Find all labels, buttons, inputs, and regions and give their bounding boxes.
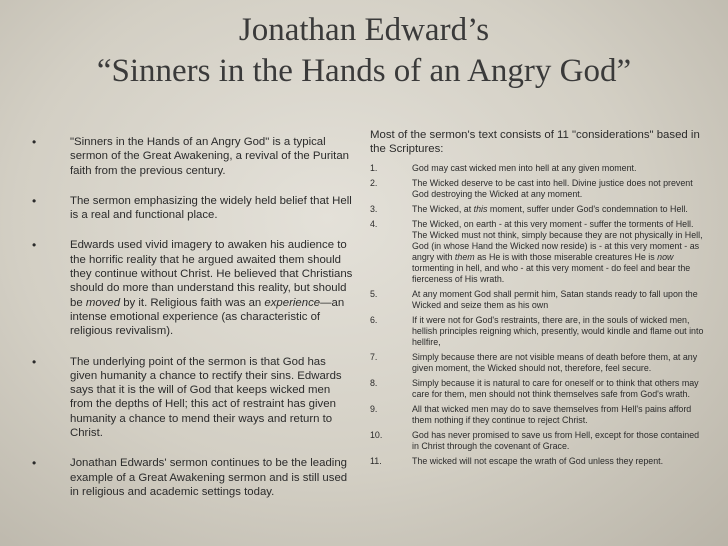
consideration-number: 4. bbox=[370, 218, 378, 229]
consideration-item bbox=[370, 378, 706, 400]
bullet-item bbox=[32, 456, 354, 499]
title-line-1: Jonathan Edward’s bbox=[238, 12, 490, 48]
considerations-panel bbox=[370, 128, 706, 471]
consideration-number: 1. bbox=[370, 162, 378, 173]
slide-title bbox=[0, 10, 728, 92]
bullet-marker: • bbox=[32, 238, 37, 253]
bullet-marker: • bbox=[32, 456, 37, 471]
considerations-list bbox=[370, 163, 706, 467]
consideration-text: Simply because it is natural to care for oneself or to think that others may care for them, men should not think themselves safe from God's wrath. bbox=[412, 377, 699, 399]
bullet-text: "Sinners in the Hands of an Angry God" is a typical sermon of the Great Awakening, a revival of the Puritan faith from the previous century. bbox=[70, 136, 350, 177]
consideration-number: 3. bbox=[370, 203, 378, 214]
bullet-text: Jonathan Edwards' sermon continues to be the leading example of a Great Awakening sermon and is still used in religious and academic settings today. bbox=[70, 457, 348, 498]
consideration-number: 11. bbox=[370, 455, 382, 466]
bullet-list bbox=[32, 135, 354, 515]
consideration-item bbox=[370, 163, 706, 174]
bullet-item bbox=[32, 135, 354, 178]
bullet-marker: • bbox=[32, 193, 37, 208]
consideration-number: 8. bbox=[370, 377, 378, 388]
consideration-text: God has never promised to save us from Hell, except for those contained in Christ through the covenant of Grace. bbox=[412, 429, 700, 451]
consideration-text: All that wicked men may do to save themselves from Hell's pains afford them nothing if they continue to reject Christ. bbox=[412, 403, 692, 425]
consideration-item bbox=[370, 315, 706, 348]
bullet-item bbox=[32, 355, 354, 441]
consideration-number: 2. bbox=[370, 177, 378, 188]
considerations-intro: Most of the sermon's text consists of 11 "considerations" based in the Scriptures: bbox=[370, 129, 700, 156]
bullet-text: Edwards used vivid imagery to awaken his audience to the horrific reality that he argued awaited them should they continue without Christ. He believed that Christians should do more than understand this reality, but should be moved by it. Religious faith was an experience—an intense emotional experience (as characteristic of religious revivalism). bbox=[70, 239, 353, 338]
consideration-item bbox=[370, 219, 706, 285]
consideration-item bbox=[370, 178, 706, 200]
bullet-item bbox=[32, 194, 354, 223]
consideration-text: The Wicked deserve to be cast into hell. Divine justice does not prevent God destroying the Wicked at any moment. bbox=[412, 177, 693, 199]
consideration-number: 5. bbox=[370, 288, 378, 299]
bullet-marker: • bbox=[32, 135, 37, 149]
bullet-text: The underlying point of the sermon is that God has given humanity a chance to rectify their sins. Edwards says that it is the will of God that keeps wicked men from the depths of Hell; this act of restraint has given humanity a chance to mend their ways and return to Christ. bbox=[70, 355, 342, 440]
consideration-number: 6. bbox=[370, 314, 378, 325]
consideration-text: The Wicked, on earth - at this very moment - suffer the torments of Hell. The Wicked must not think, simply because they are not physically in Hell, God (in whose Hand the Wicked now reside) is - at this very moment - as angry with them as He is with those miserable creatures He is now tormenting in hell, and who - at this very moment - do feel and bear the fierceness of His wrath. bbox=[412, 218, 703, 284]
consideration-item bbox=[370, 404, 706, 426]
bullet-text: The sermon emphasizing the widely held belief that Hell is a real and functional place. bbox=[70, 194, 352, 222]
consideration-number: 9. bbox=[370, 403, 378, 414]
consideration-item bbox=[370, 430, 706, 452]
consideration-item bbox=[370, 289, 706, 311]
consideration-item bbox=[370, 456, 706, 467]
consideration-text: The wicked will not escape the wrath of God unless they repent. bbox=[412, 455, 664, 466]
consideration-item bbox=[370, 352, 706, 374]
bullet-item bbox=[32, 238, 354, 338]
consideration-text: Simply because there are not visible means of death before them, at any given moment, the Wicked should not, therefore, feel secure. bbox=[412, 351, 698, 373]
consideration-number: 10. bbox=[370, 429, 383, 440]
consideration-text: If it were not for God's restraints, there are, in the souls of wicked men, hellish principles reigning which, presently, would kindle and flame out into hellfire, bbox=[412, 314, 704, 347]
consideration-text: God may cast wicked men into hell at any given moment. bbox=[412, 162, 637, 173]
bullet-marker: • bbox=[32, 354, 37, 369]
consideration-text: At any moment God shall permit him, Satan stands ready to fall upon the Wicked and seize them as his own bbox=[412, 288, 698, 310]
consideration-item bbox=[370, 204, 706, 215]
consideration-number: 7. bbox=[370, 351, 378, 362]
consideration-text: The Wicked, at this moment, suffer under God's condemnation to Hell. bbox=[412, 203, 688, 214]
title-line-2: “Sinners in the Hands of an Angry God” bbox=[96, 53, 632, 89]
